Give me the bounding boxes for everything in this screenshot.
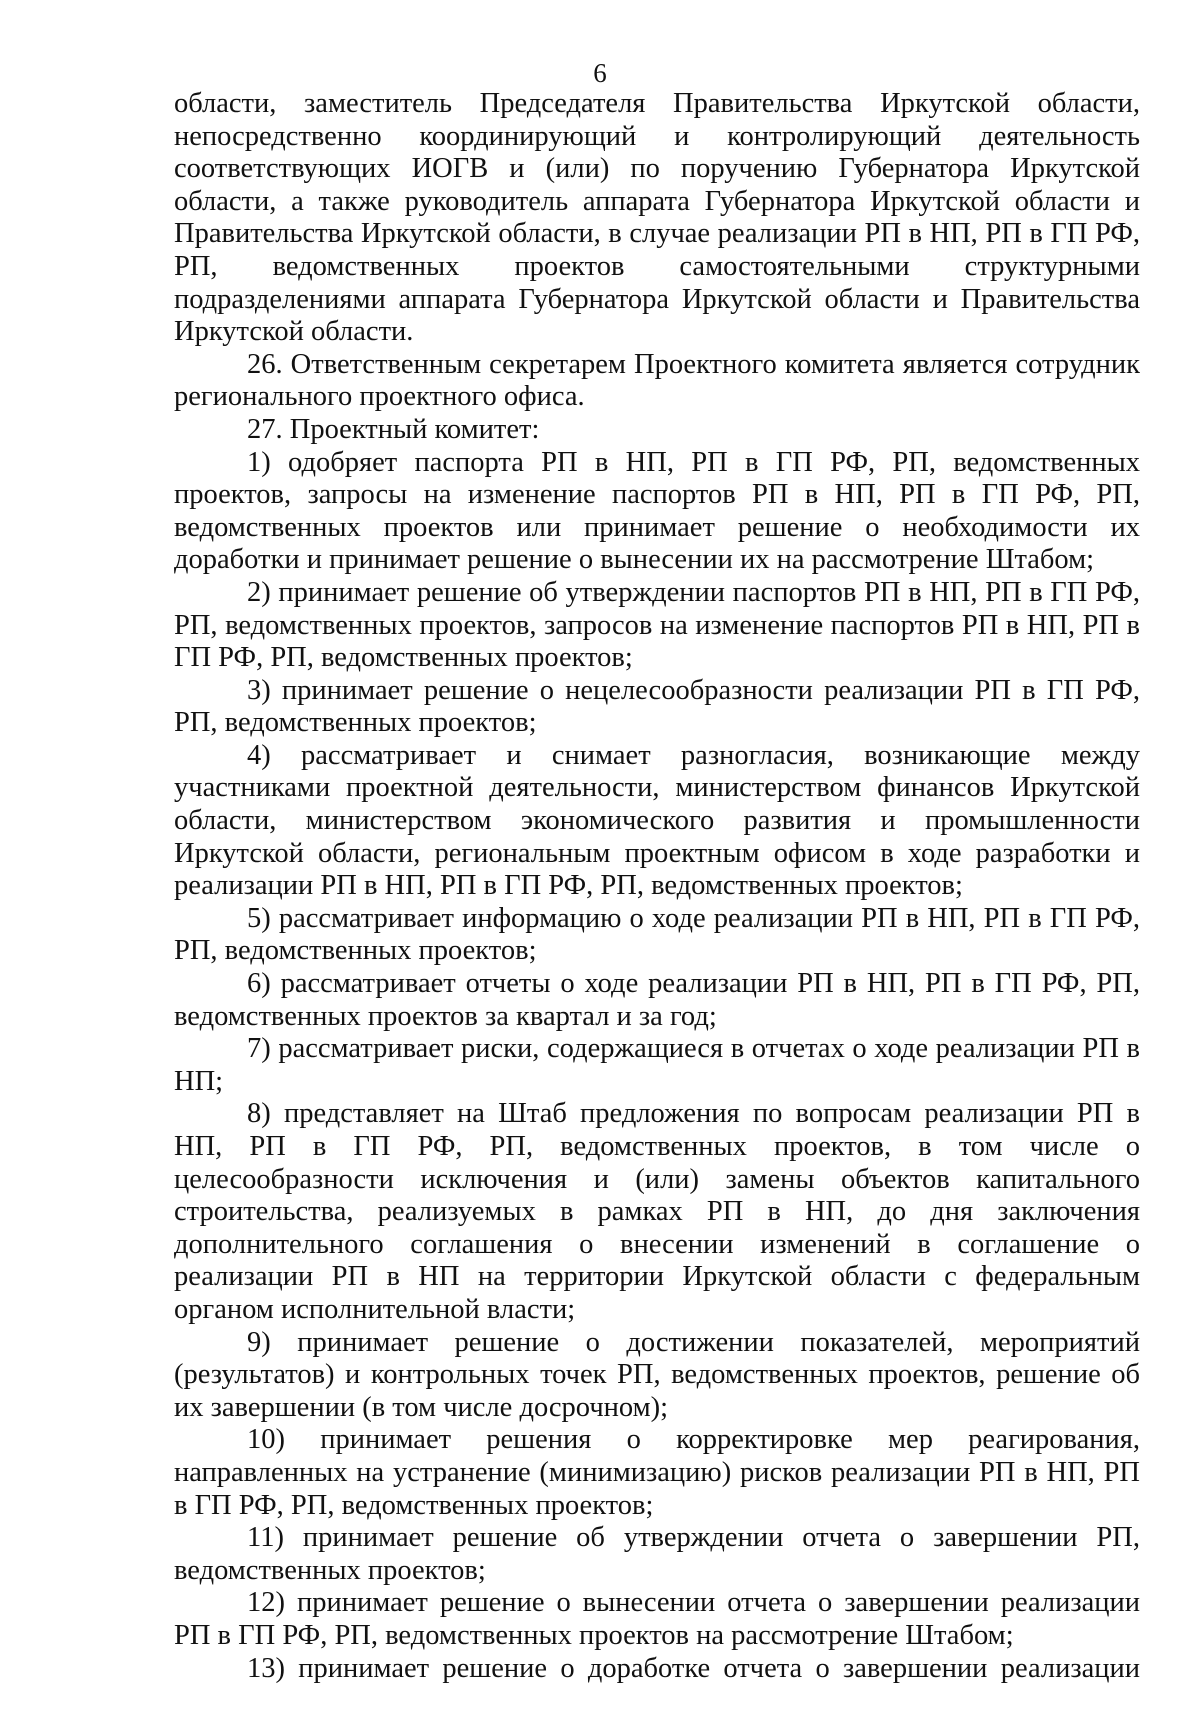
paragraph: 8) представляет на Штаб предложения по вопросам реализации РП в НП, РП в ГП РФ, РП, ведомственных проектов, в том числе о целесообразности исключения и (или) замены объектов капитального строительства, реализуемых в рамках РП в НП, до дня заключения дополнительного соглашения о внесении изменений в соглашение о реализации РП в НП на территории Иркутской области с федеральным органом исполнительной власти; — [174, 1098, 1140, 1325]
page-number: 6 — [593, 58, 607, 88]
paragraph: 1) одобряет паспорта РП в НП, РП в ГП РФ, РП, ведомственных проектов, запросы на изменение паспортов РП в НП, РП в ГП РФ, РП, ведомственных проектов или принимает решение о необходимости их доработки и принимает решение о вынесении их на рассмотрение Штабом; — [174, 446, 1140, 576]
paragraph: 7) рассматривает риски, содержащиеся в отчетах о ходе реализации РП в НП; — [174, 1033, 1140, 1097]
paragraph: 27. Проектный комитет: — [247, 413, 540, 445]
paragraph: 3) принимает решение о нецелесообразности реализации РП в ГП РФ, РП, ведомственных проектов; — [174, 674, 1140, 739]
paragraph: 2) принимает решение об утверждении паспортов РП в НП, РП в ГП РФ, РП, ведомственных проектов, запросов на изменение паспортов РП в НП, РП в ГП РФ, РП, ведомственных проектов; — [174, 576, 1140, 674]
document-body — [174, 88, 1140, 1685]
paragraph: 6) рассматривает отчеты о ходе реализации РП в НП, РП в ГП РФ, РП, ведомственных проектов за квартал и за год; — [174, 968, 1140, 1032]
paragraph: 11) принимает решение об утверждении отчета о завершении РП, ведомственных проектов; — [174, 1522, 1140, 1586]
paragraph: 5) рассматривает информацию о ходе реализации РП в НП, РП в ГП РФ, РП, ведомственных проектов; — [174, 902, 1140, 967]
paragraph: 12) принимает решение о вынесении отчета о завершении реализации РП в ГП РФ, РП, ведомственных проектов на рассмотрение Штабом; — [174, 1587, 1140, 1651]
paragraph: области, заместитель Председателя Правительства Иркутской области, непосредственно координирующий и контролирующий деятельность соответствующих ИОГВ и (или) по поручению Губернатора Иркутской области, а также руководитель аппарата Губернатора Иркутской области и Правительства Иркутской области, в случае реализации РП в НП, РП в ГП РФ, РП, ведомственных проектов самостоятельными структурными подразделениями аппарата Губернатора Иркутской области и Правительства Иркутской области. — [174, 88, 1140, 348]
paragraph: 4) рассматривает и снимает разногласия, возникающие между участниками проектной деятельности, министерством финансов Иркутской области, министерством экономического развития и промышленности Иркутской области, региональным проектным офисом в ходе разработки и реализации РП в НП, РП в ГП РФ, РП, ведомственных проектов; — [174, 739, 1140, 902]
paragraph: 13) принимает решение о доработке отчета о завершении реализации — [247, 1652, 1140, 1684]
paragraph: 26. Ответственным секретарем Проектного комитета является сотрудник регионального проектного офиса. — [174, 348, 1140, 413]
paragraph: 10) принимает решения о корректировке мер реагирования, направленных на устранение (минимизацию) рисков реализации РП в НП, РП в ГП РФ, РП, ведомственных проектов; — [174, 1424, 1140, 1521]
paragraph: 9) принимает решение о достижении показателей, мероприятий (результатов) и контрольных точек РП, ведомственных проектов, решение об их завершении (в том числе досрочном); — [174, 1326, 1140, 1423]
